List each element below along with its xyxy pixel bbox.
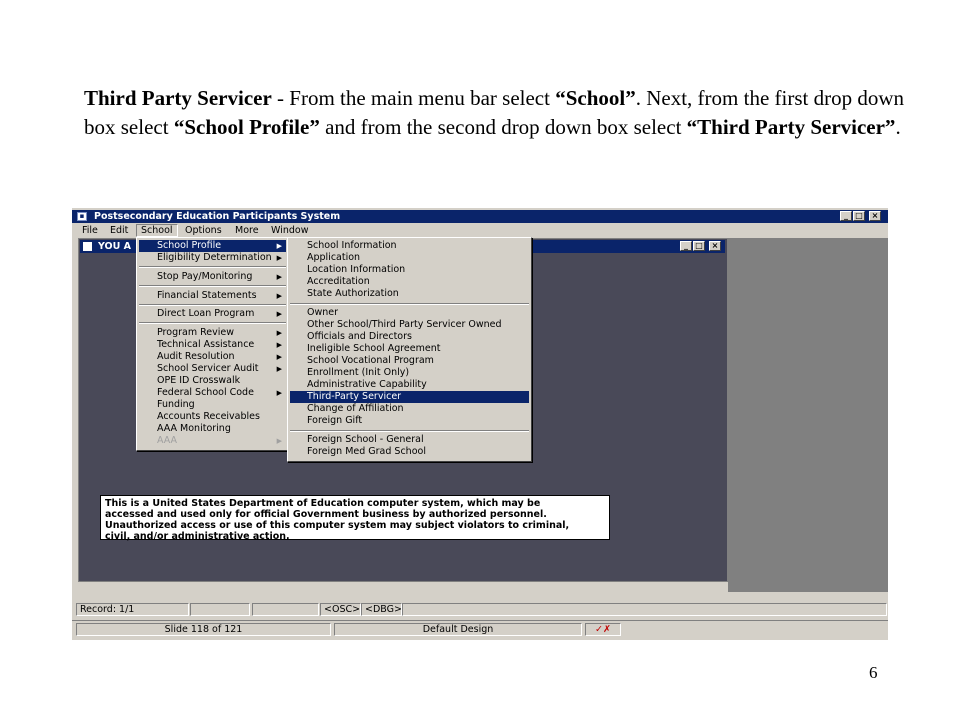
menu-item-school-profile[interactable]: School Profile ▶ — [139, 240, 286, 252]
child-minimize-icon[interactable]: _ — [680, 241, 692, 251]
instruction-quote-school: “School” — [555, 86, 636, 110]
submenu-item-school-vocational-program[interactable]: School Vocational Program — [307, 355, 434, 366]
submenu-item-officials-directors[interactable]: Officials and Directors — [307, 331, 412, 342]
menu-separator — [290, 430, 529, 432]
app-screenshot — [72, 208, 888, 640]
menu-separator — [139, 285, 286, 287]
menu-separator — [139, 322, 286, 324]
design-name: Default Design — [334, 623, 582, 636]
submenu-arrow-icon: ▶ — [276, 353, 282, 361]
menu-item-direct-loan[interactable]: Direct Loan Program ▶ — [157, 308, 282, 319]
menu-school[interactable]: School — [136, 224, 178, 237]
instruction-part4: . — [895, 115, 901, 139]
submenu-item-other-school-owned[interactable]: Other School/Third Party Servicer Owned — [307, 319, 502, 330]
notice-line: Unauthorized access or use of this computer system may subject violators to criminal, — [105, 520, 570, 531]
document-icon — [83, 242, 92, 251]
menu-item-financial-statements[interactable]: Financial Statements ▶ — [157, 290, 282, 301]
spellcheck-icon[interactable]: ✓✗ — [585, 623, 621, 636]
status-cell — [190, 603, 250, 616]
menu-separator — [139, 304, 286, 306]
submenu-arrow-icon: ▶ — [276, 341, 282, 349]
submenu-item-foreign-med-grad-school[interactable]: Foreign Med Grad School — [307, 446, 426, 457]
status-cell — [252, 603, 319, 616]
menu-window[interactable]: Window — [271, 225, 309, 236]
submenu-item-application[interactable]: Application — [307, 252, 361, 263]
submenu-item-foreign-school-general[interactable]: Foreign School - General — [307, 434, 424, 445]
submenu-item-change-of-affiliation[interactable]: Change of Affiliation — [307, 403, 404, 414]
instruction-title: Third Party Servicer — [84, 86, 272, 110]
instruction-part1: - From the main menu bar select — [271, 86, 556, 110]
dbg-status: <DBG> — [361, 603, 402, 616]
submenu-item-third-party-servicer[interactable]: Third-Party Servicer — [290, 391, 529, 403]
submenu-item-administrative-capability[interactable]: Administrative Capability — [307, 379, 427, 390]
child-maximize-icon[interactable]: □ — [693, 241, 705, 251]
submenu-arrow-icon: ▶ — [276, 437, 282, 445]
menu-item-aaa-monitoring[interactable]: AAA Monitoring — [157, 423, 231, 434]
menu-item-aaa: AAA ▶ — [157, 435, 282, 446]
instruction-quote-profile: “School Profile” — [173, 115, 320, 139]
record-status: Record: 1/1 — [76, 603, 189, 616]
status-cell — [402, 603, 887, 616]
notice-line: civil, and/or administrative action. — [105, 531, 290, 542]
submenu-arrow-icon: ▶ — [276, 292, 282, 300]
menu-separator — [290, 303, 529, 305]
instruction-text — [84, 84, 904, 142]
submenu-arrow-icon: ▶ — [276, 329, 282, 337]
menu-item-school-servicer-audit[interactable]: School Servicer Audit ▶ — [157, 363, 282, 374]
instruction-part3: and from the second drop down box select — [319, 115, 687, 139]
menu-item-accounts-receivables[interactable]: Accounts Receivables — [157, 411, 260, 422]
submenu-item-owner[interactable]: Owner — [307, 307, 339, 318]
school-menu — [136, 237, 289, 451]
menu-item-audit-resolution[interactable]: Audit Resolution ▶ — [157, 351, 282, 362]
submenu-item-state-authorization[interactable]: State Authorization — [307, 288, 399, 299]
slide-page-number: 6 — [869, 663, 878, 682]
submenu-item-school-information[interactable]: School Information — [307, 240, 397, 251]
maximize-icon[interactable]: □ — [853, 211, 865, 221]
child-close-icon[interactable]: × — [709, 241, 721, 251]
instruction-part2: . Next, from the first drop down box select — [84, 86, 905, 139]
menu-item-funding[interactable]: Funding — [157, 399, 195, 410]
app-titlebar — [72, 210, 888, 223]
child-window-title: YOU A — [98, 241, 131, 252]
presentation-statusbar — [72, 620, 888, 638]
menu-item-stop-pay[interactable]: Stop Pay/Monitoring ▶ — [157, 271, 282, 282]
menu-item-program-review[interactable]: Program Review ▶ — [157, 327, 282, 338]
submenu-item-location-information[interactable]: Location Information — [307, 264, 406, 275]
osc-status: <OSC> — [320, 603, 361, 616]
minimize-icon[interactable]: _ — [840, 211, 852, 221]
submenu-item-accreditation[interactable]: Accreditation — [307, 276, 370, 287]
submenu-arrow-icon: ▶ — [276, 389, 282, 397]
submenu-item-ineligible-school-agreement[interactable]: Ineligible School Agreement — [307, 343, 441, 354]
notice-line: accessed and used only for official Government business by authorized personnel. — [105, 509, 547, 520]
menu-item-ope-id-crosswalk[interactable]: OPE ID Crosswalk — [157, 375, 241, 386]
submenu-item-enrollment[interactable]: Enrollment (Init Only) — [307, 367, 410, 378]
notice-line: This is a United States Department of Education computer system, which may be — [105, 498, 541, 509]
instruction-quote-servicer: “Third Party Servicer” — [686, 115, 896, 139]
close-icon[interactable]: × — [869, 211, 881, 221]
submenu-arrow-icon: ▶ — [276, 310, 282, 318]
menu-item-eligibility[interactable]: Eligibility Determination ▶ — [157, 252, 282, 263]
app-icon: ▪ — [77, 212, 87, 221]
app-title: Postsecondary Education Participants System — [94, 211, 341, 222]
submenu-item-foreign-gift[interactable]: Foreign Gift — [307, 415, 363, 426]
submenu-arrow-icon: ▶ — [276, 254, 282, 262]
workspace-background — [728, 238, 888, 592]
menu-options[interactable]: Options — [185, 225, 222, 236]
slide-counter: Slide 118 of 121 — [76, 623, 331, 636]
app-statusbar — [72, 602, 888, 616]
submenu-arrow-icon: ▶ — [276, 365, 282, 373]
menu-item-federal-school-code[interactable]: Federal School Code ▶ — [157, 387, 282, 398]
security-notice — [100, 495, 610, 540]
menu-item-technical-assistance[interactable]: Technical Assistance ▶ — [157, 339, 282, 350]
menu-file[interactable]: File — [82, 225, 98, 236]
menu-edit[interactable]: Edit — [110, 225, 129, 236]
menu-more[interactable]: More — [235, 225, 259, 236]
submenu-arrow-icon: ▶ — [276, 273, 282, 281]
menu-separator — [139, 266, 286, 268]
submenu-arrow-icon: ▶ — [276, 242, 282, 250]
main-menubar — [72, 224, 888, 237]
school-profile-submenu — [287, 237, 532, 462]
